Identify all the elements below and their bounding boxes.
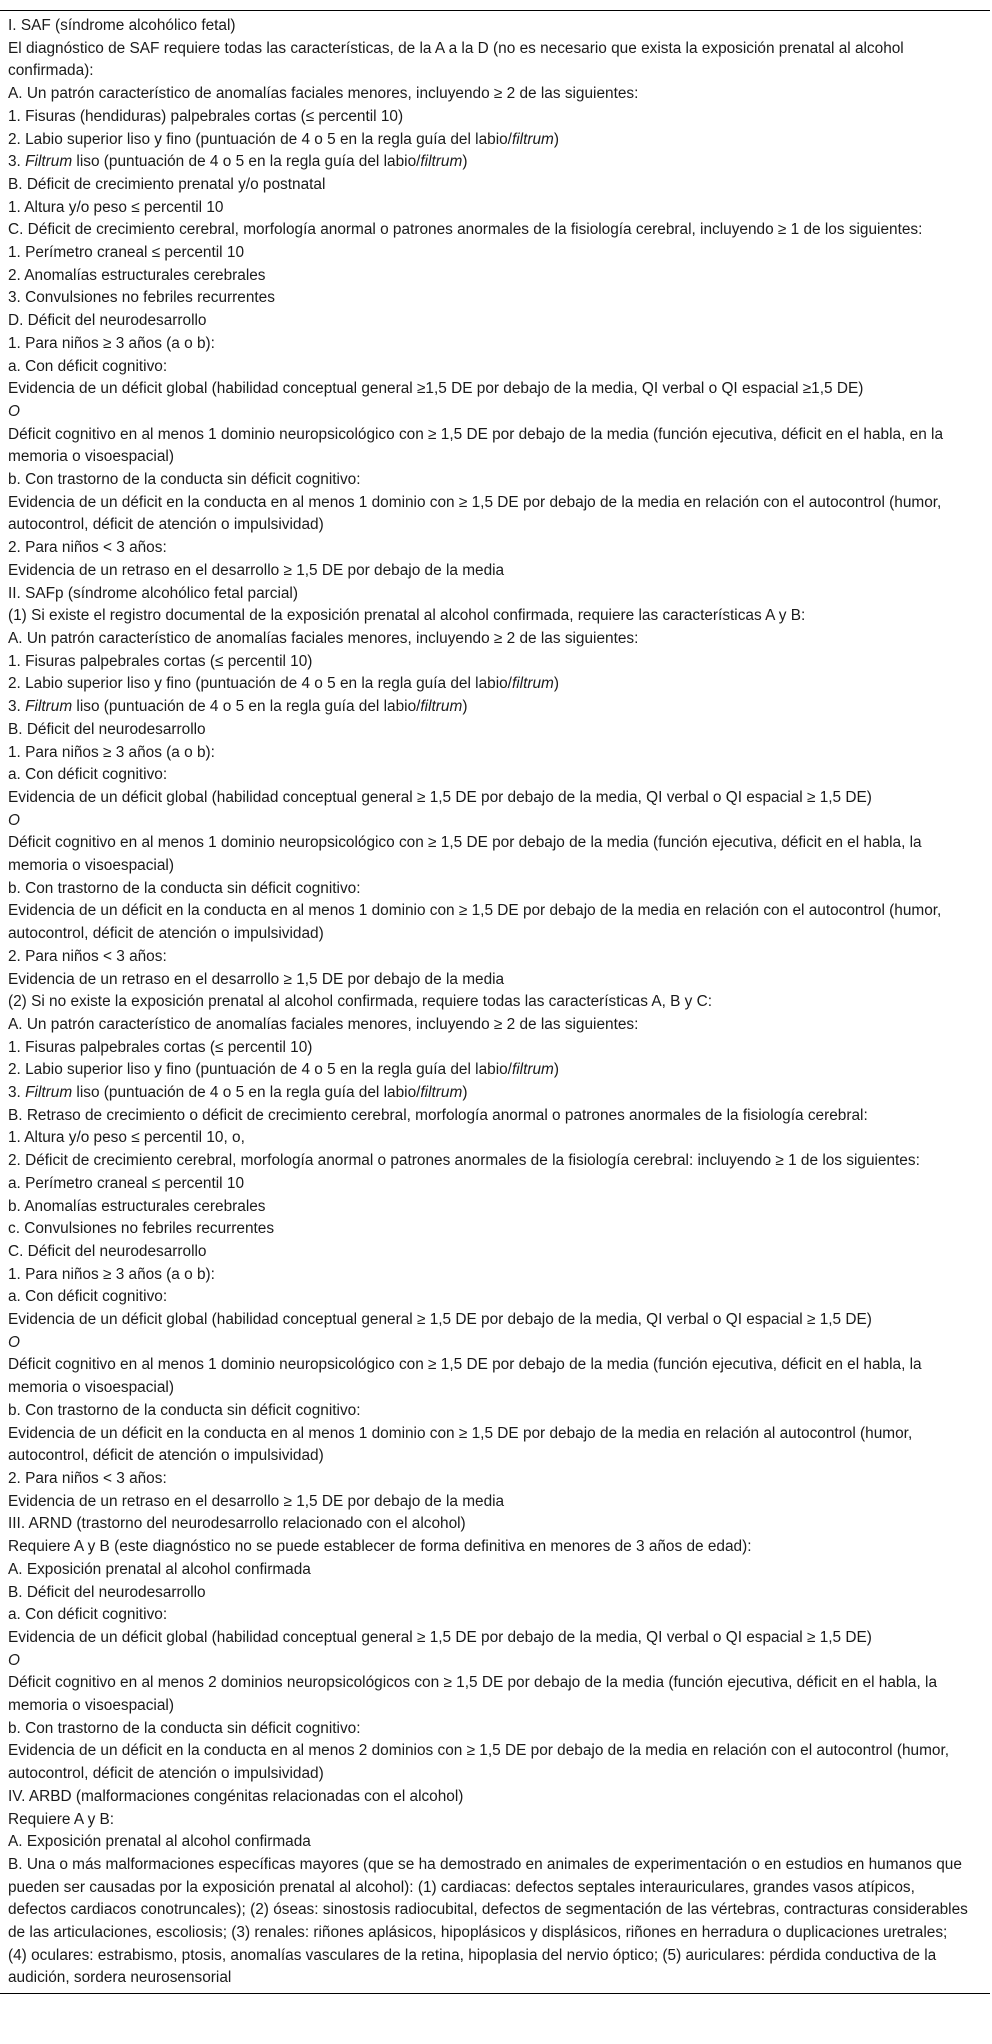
- row-text-italic: filtrum: [511, 675, 554, 693]
- row-text: b. Con trastorno de la conducta sin déficit cognitivo:: [8, 1719, 361, 1737]
- row-text: C. Déficit del neurodesarrollo: [8, 1242, 207, 1260]
- row-text: Evidencia de un déficit global (habilidad conceptual general ≥1,5 DE por debajo de la media, QI verbal o QI espacial ≥1,5 DE): [8, 380, 864, 398]
- table-row: [8, 424, 968, 469]
- table-row: [8, 1468, 968, 1491]
- table-row: [8, 15, 968, 38]
- table-row: [8, 696, 968, 719]
- table-row: [8, 106, 968, 129]
- table-row: [8, 1604, 968, 1627]
- row-text: B. Déficit de crecimiento prenatal y/o postnatal: [8, 175, 326, 193]
- table-row: [8, 356, 968, 379]
- row-text: 1. Altura y/o peso ≤ percentil 10, o,: [8, 1129, 245, 1147]
- row-text: 3.: [8, 698, 26, 716]
- row-text: (2) Si no existe la exposición prenatal al alcohol confirmada, requiere todas las características A, B y C:: [8, 993, 713, 1011]
- table-row: [8, 810, 968, 833]
- table-row: [8, 83, 968, 106]
- table-row: [8, 129, 968, 152]
- row-text-italic: filtrum: [420, 1084, 463, 1102]
- table-row: [8, 764, 968, 787]
- table-row: [8, 1264, 968, 1287]
- row-text-italic: Filtrum: [25, 698, 73, 716]
- row-text: Evidencia de un retraso en el desarrollo ≥ 1,5 DE por debajo de la media: [8, 1492, 505, 1510]
- row-text: b. Con trastorno de la conducta sin déficit cognitivo:: [8, 471, 361, 489]
- row-text: 1. Altura y/o peso ≤ percentil 10: [8, 198, 224, 216]
- row-text: II. SAFp (síndrome alcohólico fetal parcial): [8, 584, 298, 602]
- row-text: 1. Para niños ≥ 3 años (a o b):: [8, 334, 215, 352]
- row-text-italic: O: [8, 811, 20, 829]
- table-row: [8, 1491, 968, 1514]
- row-text: I. SAF (síndrome alcohólico fetal): [8, 17, 236, 34]
- table-row: [8, 1650, 968, 1673]
- row-text: Requiere A y B:: [8, 1810, 115, 1828]
- table-row: [8, 969, 968, 992]
- table-row: [8, 1513, 968, 1536]
- table-row: [8, 197, 968, 220]
- table-row: [8, 832, 968, 877]
- row-text: 3. Convulsiones no febriles recurrentes: [8, 289, 275, 307]
- row-text-italic: filtrum: [511, 1061, 554, 1079]
- row-text: Evidencia de un retraso en el desarrollo ≥ 1,5 DE por debajo de la media: [8, 970, 505, 988]
- row-text: 1. Para niños ≥ 3 años (a o b):: [8, 743, 215, 761]
- table-row: [8, 605, 968, 628]
- table-row: [8, 1854, 973, 1990]
- table-row: [8, 1627, 968, 1650]
- table-row: [8, 151, 968, 174]
- row-text: Evidencia de un retraso en el desarrollo ≥ 1,5 DE por debajo de la media: [8, 561, 505, 579]
- table-row: [8, 1105, 968, 1128]
- row-text: A. Exposición prenatal al alcohol confirmada: [8, 1560, 311, 1578]
- row-text: b. Con trastorno de la conducta sin déficit cognitivo:: [8, 1401, 361, 1419]
- row-text: a. Con déficit cognitivo:: [8, 1606, 168, 1624]
- row-text: 2. Para niños < 3 años:: [8, 539, 167, 557]
- row-text: 1. Fisuras palpebrales cortas (≤ percentil 10): [8, 1038, 313, 1056]
- row-text: 2. Anomalías estructurales cerebrales: [8, 266, 266, 284]
- row-text: ): [553, 130, 560, 148]
- row-text-italic: O: [8, 1651, 20, 1669]
- table-row: [8, 628, 968, 651]
- row-text: A. Un patrón característico de anomalías faciales menores, incluyendo ≥ 2 de las siguientes:: [8, 85, 639, 103]
- row-text: B. Retraso de crecimiento o déficit de crecimiento cerebral, morfología anormal o patrones anormales de la fisiología cerebral:: [8, 1106, 868, 1124]
- table-row: [8, 1740, 968, 1785]
- row-text: 1. Para niños ≥ 3 años (a o b):: [8, 1265, 215, 1283]
- table-row: [8, 1718, 968, 1741]
- row-text: ): [462, 153, 468, 171]
- row-text-italic: filtrum: [420, 698, 463, 716]
- table-row: [8, 1082, 968, 1105]
- table-row: [8, 1286, 968, 1309]
- table-row: [8, 991, 968, 1014]
- row-text: 2. Labio superior liso y fino (puntuación de 4 o 5 en la regla guía del labio/: [8, 675, 512, 693]
- row-text: El diagnóstico de SAF requiere todas las características, de la A a la D (no es necesario que exista la exposición prenatal al alcohol confirmada):: [8, 39, 909, 80]
- table-row: [8, 742, 968, 765]
- row-text: b. Con trastorno de la conducta sin déficit cognitivo:: [8, 879, 361, 897]
- table-row: [8, 583, 968, 606]
- row-text-italic: Filtrum: [25, 1084, 73, 1102]
- row-text: ): [462, 1084, 468, 1102]
- table-row: [8, 333, 968, 356]
- table-row: [8, 1309, 968, 1332]
- criteria-table: [0, 10, 990, 1994]
- row-text: (1) Si existe el registro documental de la exposición prenatal al alcohol confirmada, requiere las características A y B:: [8, 607, 806, 625]
- table-row: [8, 560, 968, 583]
- table-row: [8, 878, 968, 901]
- table-row: [8, 1400, 968, 1423]
- row-text: B. Déficit del neurodesarrollo: [8, 720, 206, 738]
- table-row: [8, 1423, 968, 1468]
- table-row: [8, 1241, 968, 1264]
- row-text: liso (puntuación de 4 o 5 en la regla guía del labio/: [72, 1084, 421, 1102]
- row-text-italic: O: [8, 402, 20, 420]
- row-text: A. Exposición prenatal al alcohol confirmada: [8, 1833, 311, 1851]
- row-text: a. Perímetro craneal ≤ percentil 10: [8, 1174, 244, 1192]
- row-text: 1. Perímetro craneal ≤ percentil 10: [8, 244, 244, 262]
- row-text: III. ARND (trastorno del neurodesarrollo relacionado con el alcohol): [8, 1515, 466, 1533]
- table-row: [8, 401, 968, 424]
- table-row: [8, 900, 968, 945]
- row-text: Evidencia de un déficit global (habilidad conceptual general ≥ 1,5 DE por debajo de la media, QI verbal o QI espacial ≥ 1,5 DE): [8, 1628, 872, 1646]
- row-text: 2. Labio superior liso y fino (puntuación de 4 o 5 en la regla guía del labio/: [8, 130, 512, 148]
- row-text: a. Con déficit cognitivo:: [8, 766, 168, 784]
- table-row: [8, 310, 968, 333]
- table-row: [8, 219, 968, 242]
- table-row: [8, 1014, 968, 1037]
- table-row: [8, 1218, 968, 1241]
- table-row: [8, 719, 968, 742]
- row-text: Evidencia de un déficit en la conducta en al menos 2 dominios con ≥ 1,5 DE por debajo de la media en relación con el autocontrol (humor, autocontrol, déficit de atención o impulsividad): [8, 1742, 954, 1783]
- table-row: [8, 651, 968, 674]
- table-row: [8, 1354, 968, 1399]
- table-row: [8, 38, 968, 83]
- row-text: Evidencia de un déficit en la conducta en al menos 1 dominio con ≥ 1,5 DE por debajo de la media en relación con el autocontrol (humor, autocontrol, déficit de atención o impulsividad): [8, 902, 946, 943]
- row-text: Déficit cognitivo en al menos 2 dominios neuropsicológicos con ≥ 1,5 DE por debajo de la media (función ejecutiva, déficit en el habla, la memoria o visoespacial): [8, 1674, 942, 1715]
- table-row: [8, 242, 968, 265]
- row-text: Evidencia de un déficit global (habilidad conceptual general ≥ 1,5 DE por debajo de la media, QI verbal o QI espacial ≥ 1,5 DE): [8, 788, 872, 806]
- row-text-italic: filtrum: [511, 130, 554, 148]
- table-row: [8, 1831, 968, 1854]
- table-row: [8, 673, 968, 696]
- table-row: [8, 1059, 968, 1082]
- row-text: 3.: [8, 1084, 26, 1102]
- row-text: 2. Déficit de crecimiento cerebral, morfología anormal o patrones anormales de la fisiología cerebral: incluyendo ≥ 1 de los siguientes:: [8, 1152, 920, 1170]
- table-row: [8, 1037, 968, 1060]
- row-text-italic: Filtrum: [25, 153, 73, 171]
- row-text: a. Con déficit cognitivo:: [8, 357, 168, 375]
- table-row: [8, 469, 968, 492]
- row-text: ): [553, 675, 560, 693]
- row-text: B. Una o más malformaciones específicas mayores (que se ha demostrado en animales de experimentación o en estudios en humanos que pueden ser causadas por la exposición prenatal al alcohol): (1) cardiacas: defectos septales interauriculares, grandes vasos atípicos, defectos cardiacos conotruncales); (2) óseas: sinostosis radiocubital, defectos de segmentación de las vértebras, contracturas considerables de las articulaciones, escoliosis; (3) renales: riñones aplásicos, hipoplásicos y displásicos, riñones en herradura o duplicaciones uretrales; (4) oculares: estrabismo, ptosis, anomalías vasculares de la retina, hipoplasia del nervio óptico; (5) auriculares: pérdida conductiva de la audición, sordera neurosensorial: [8, 1855, 973, 1987]
- table-row: [8, 537, 968, 560]
- table-row: [8, 378, 968, 401]
- table-row: [8, 1672, 968, 1717]
- table-row: [8, 1196, 968, 1219]
- row-text: ): [462, 698, 468, 716]
- table-row: [8, 1150, 968, 1173]
- table-row: [8, 1332, 968, 1355]
- row-text: A. Un patrón característico de anomalías faciales menores, incluyendo ≥ 2 de las siguientes:: [8, 629, 639, 647]
- table-row: [8, 1809, 968, 1832]
- row-text: 2. Para niños < 3 años:: [8, 947, 167, 965]
- row-text: C. Déficit de crecimiento cerebral, morfología anormal o patrones anormales de la fisiología cerebral, incluyendo ≥ 1 de los siguientes:: [8, 221, 923, 239]
- row-text: A. Un patrón característico de anomalías faciales menores, incluyendo ≥ 2 de las siguientes:: [8, 1015, 639, 1033]
- table-row: [8, 1786, 968, 1809]
- row-text: Déficit cognitivo en al menos 1 dominio neuropsicológico con ≥ 1,5 DE por debajo de la media (función ejecutiva, déficit en el habla, la memoria o visoespacial): [8, 834, 926, 875]
- row-text: Evidencia de un déficit en la conducta en al menos 1 dominio con ≥ 1,5 DE por debajo de la media en relación con el autocontrol (humor, autocontrol, déficit de atención o impulsividad): [8, 493, 946, 534]
- table-row: [8, 1536, 968, 1559]
- table-row: [8, 174, 968, 197]
- row-text: liso (puntuación de 4 o 5 en la regla guía del labio/: [72, 153, 421, 171]
- row-text: 1. Fisuras (hendiduras) palpebrales cortas (≤ percentil 10): [8, 107, 404, 125]
- table-row: [8, 492, 968, 537]
- row-text: Requiere A y B (este diagnóstico no se puede establecer de forma definitiva en menores de 3 años de edad):: [8, 1538, 752, 1556]
- row-text: Evidencia de un déficit global (habilidad conceptual general ≥ 1,5 DE por debajo de la media, QI verbal o QI espacial ≥ 1,5 DE): [8, 1311, 872, 1329]
- row-text: 2. Para niños < 3 años:: [8, 1470, 167, 1487]
- row-text: Déficit cognitivo en al menos 1 dominio neuropsicológico con ≥ 1,5 DE por debajo de la media (función ejecutiva, déficit en el habla, la memoria o visoespacial): [8, 1356, 926, 1397]
- row-text: Evidencia de un déficit en la conducta en al menos 1 dominio con ≥ 1,5 DE por debajo de la media en relación al autocontrol (humor, autocontrol, déficit de atención o impulsividad): [8, 1424, 917, 1465]
- row-text: ): [553, 1061, 560, 1079]
- row-text: D. Déficit del neurodesarrollo: [8, 312, 207, 330]
- row-text: 3.: [8, 153, 26, 171]
- table-row: [8, 1127, 968, 1150]
- table-row: [8, 265, 968, 288]
- row-text: Déficit cognitivo en al menos 1 dominio neuropsicológico con ≥ 1,5 DE por debajo de la media (función ejecutiva, déficit en el habla, en la memoria o visoespacial): [8, 425, 948, 466]
- row-text: c. Convulsiones no febriles recurrentes: [8, 1220, 275, 1238]
- table-row: [8, 946, 968, 969]
- row-text: 1. Fisuras palpebrales cortas (≤ percentil 10): [8, 652, 313, 670]
- row-text-italic: filtrum: [420, 153, 463, 171]
- row-text: a. Con déficit cognitivo:: [8, 1288, 168, 1306]
- row-text: B. Déficit del neurodesarrollo: [8, 1583, 206, 1601]
- row-text-italic: O: [8, 1333, 20, 1351]
- row-text: 2. Labio superior liso y fino (puntuación de 4 o 5 en la regla guía del labio/: [8, 1061, 512, 1079]
- table-row: [8, 787, 968, 810]
- row-text: b. Anomalías estructurales cerebrales: [8, 1197, 266, 1215]
- table-row: [8, 1173, 968, 1196]
- table-row: [8, 1559, 968, 1582]
- table-row: [8, 1582, 968, 1605]
- table-row: [8, 287, 968, 310]
- row-text: liso (puntuación de 4 o 5 en la regla guía del labio/: [72, 698, 421, 716]
- row-text: IV. ARBD (malformaciones congénitas relacionadas con el alcohol): [8, 1787, 464, 1805]
